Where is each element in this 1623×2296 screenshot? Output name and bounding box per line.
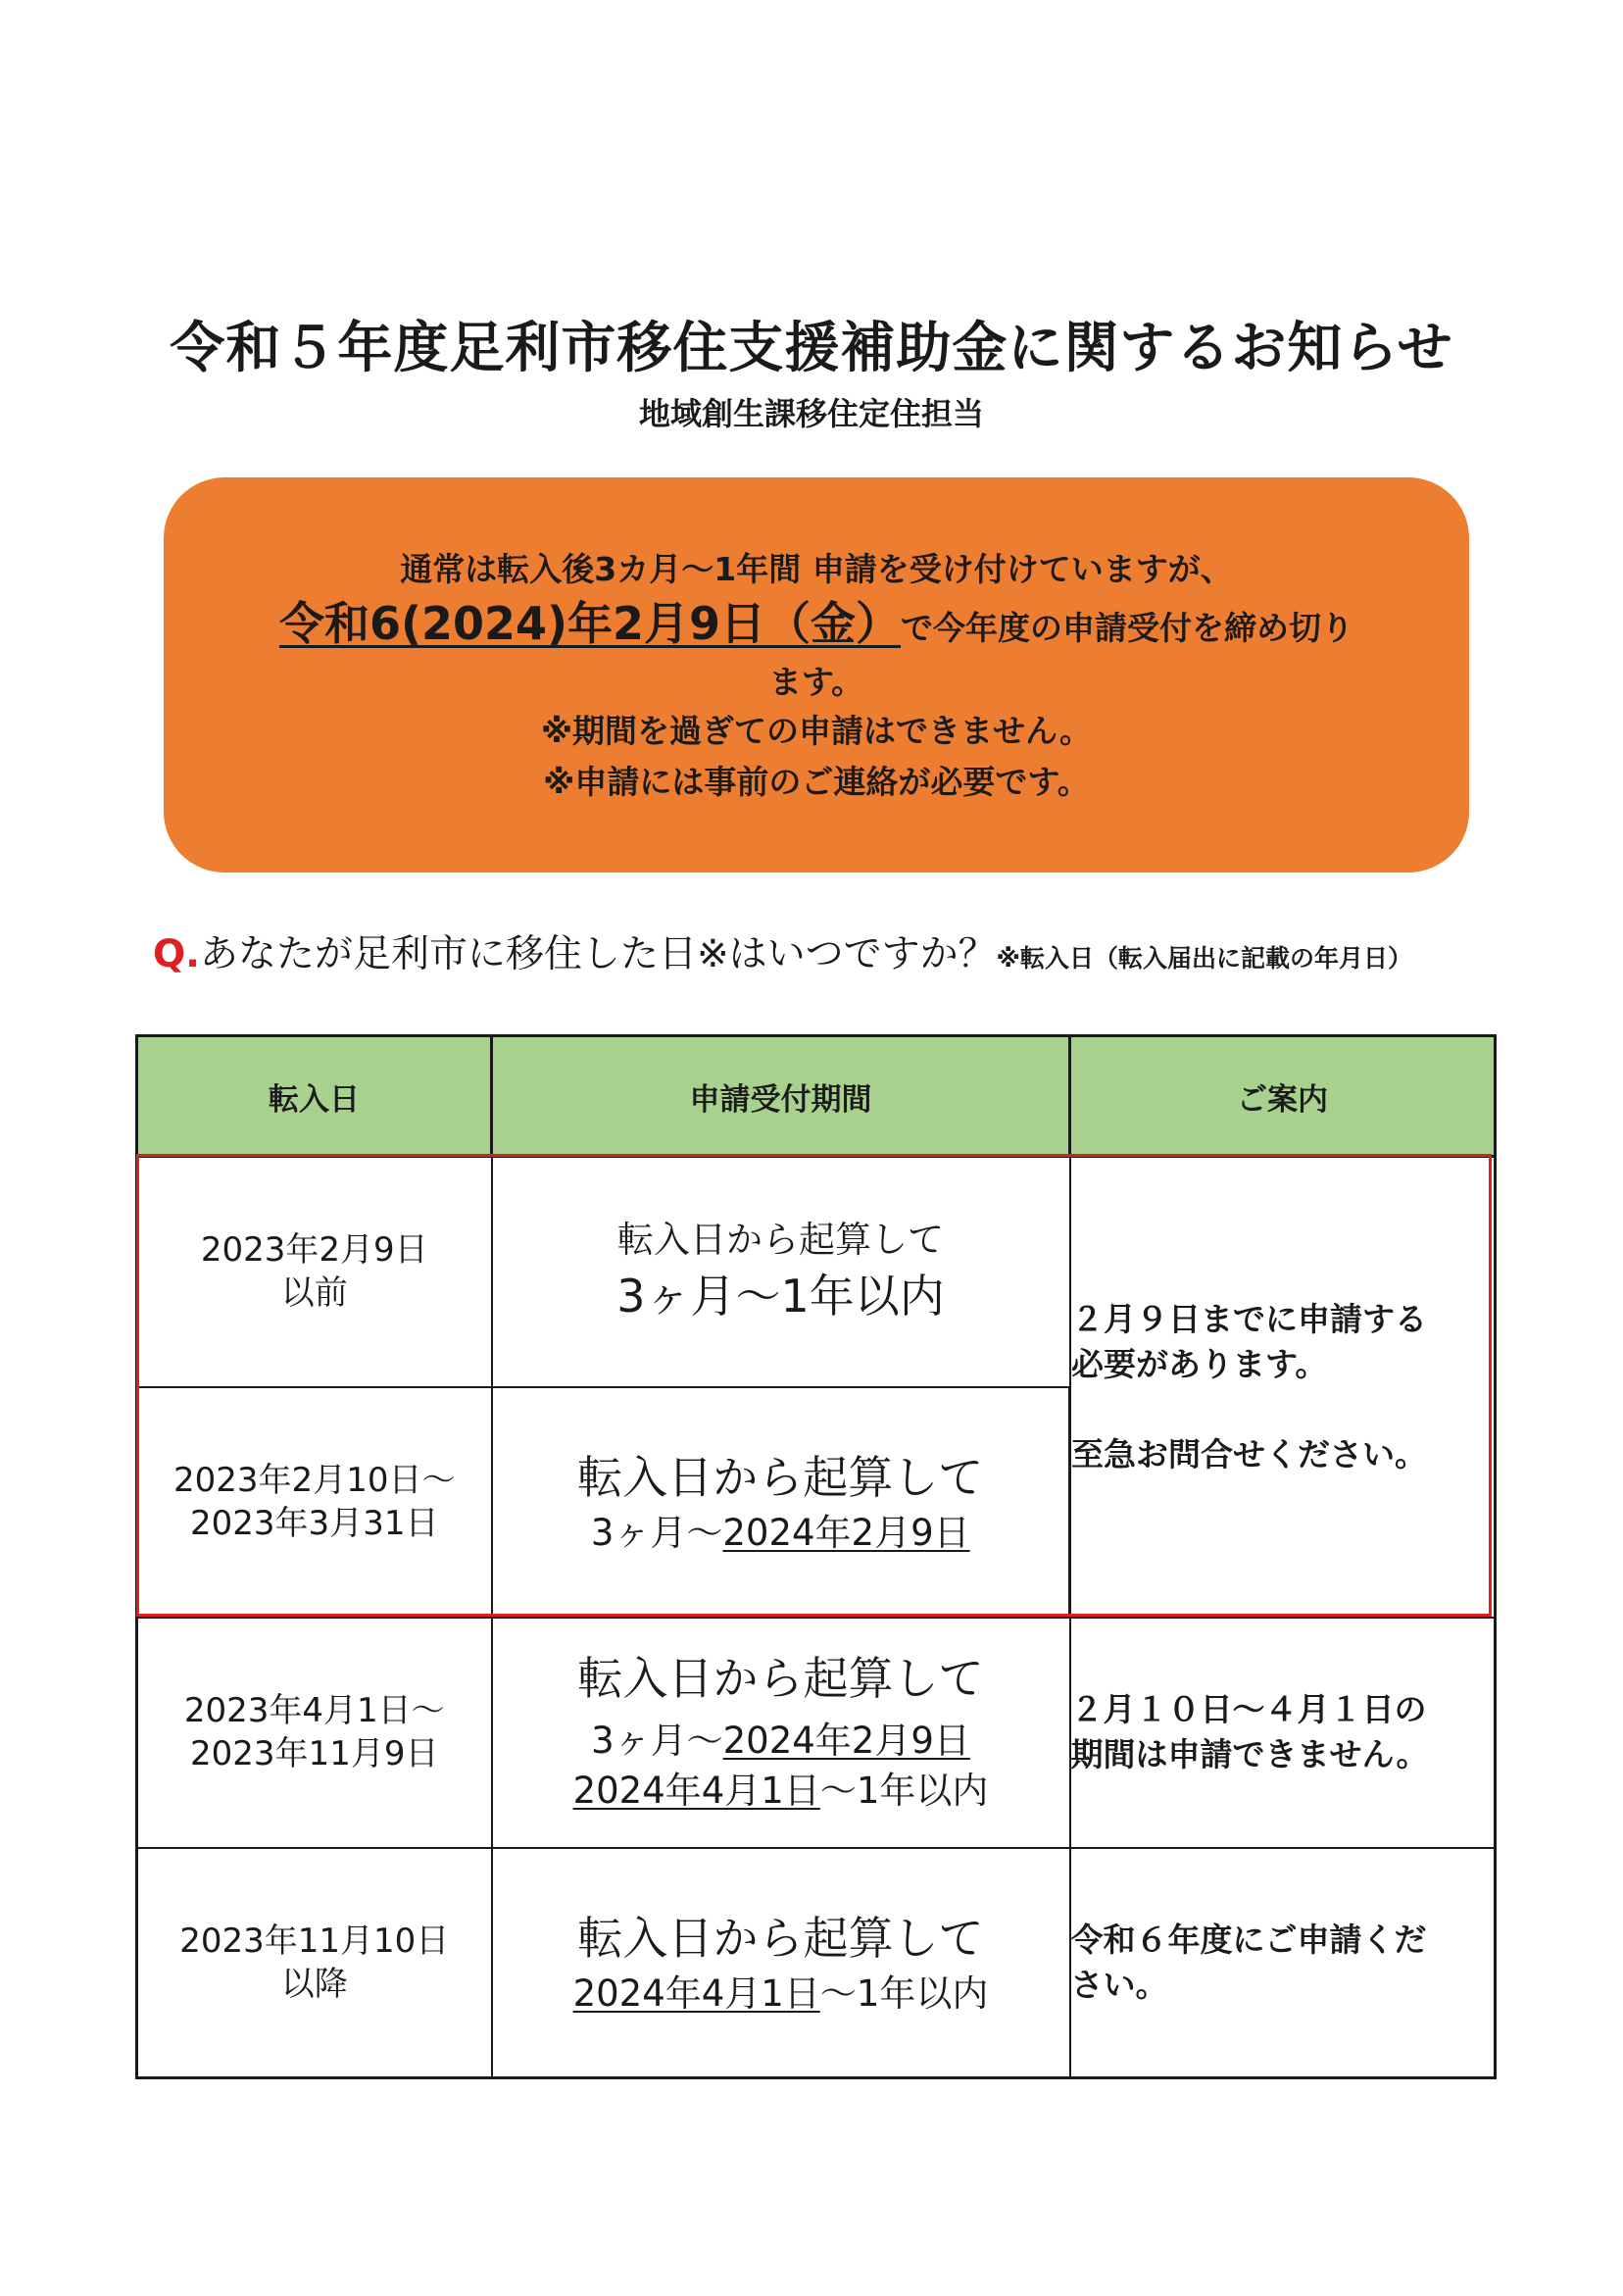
period-line — [493, 1509, 1069, 1558]
period-date-underlined: 2024年4月1日 — [572, 1770, 820, 1812]
question — [153, 929, 1476, 984]
header-move-in-date: 転入日 — [137, 1036, 492, 1157]
guidance-cell-next-fiscal-year — [1070, 1848, 1496, 2078]
department-subtitle: 地域創生課移住定住担当 — [638, 395, 984, 432]
header-application-period: 申請受付期間 — [492, 1036, 1070, 1157]
move-in-date-line: 以降 — [280, 1964, 348, 2004]
guidance-line: 至急お問合せください。 — [1071, 1434, 1427, 1473]
notice-line-2-rest: で今年度の申請受付を締め切り — [901, 609, 1354, 647]
table-row — [137, 1848, 1496, 2078]
question-note: ※転入日（転入届出に記載の年月日） — [996, 944, 1412, 973]
move-in-date-line: 2023年11月9日 — [190, 1734, 439, 1773]
header-guidance: ご案内 — [1070, 1036, 1496, 1157]
notice-line-2 — [164, 593, 1469, 659]
period-date-underlined: 2024年2月9日 — [722, 1720, 970, 1762]
guidance-line: 期間は申請できません。 — [1070, 1735, 1429, 1773]
notice-line-1: 通常は転入後3カ月～1年間 申請を受け付けていますが、 — [400, 550, 1233, 588]
period-line: 転入日から起算して — [577, 1451, 984, 1504]
move-in-date-line: 2023年3月31日 — [190, 1504, 439, 1543]
notice-line-4: ※期間を過ぎての申請はできません。 — [540, 712, 1093, 750]
period-line: 転入日から起算して — [577, 1911, 984, 1965]
move-in-date-cell — [137, 1157, 492, 1387]
period-text: 3ヶ月～ — [590, 1512, 723, 1554]
guidance-line: 令和６年度にご申請くだ — [1070, 1920, 1427, 1959]
notice-deadline: 令和6(2024)年2月9日（金） — [278, 597, 902, 650]
table-row — [137, 1157, 1496, 1387]
period-date-underlined: 2024年2月9日 — [722, 1512, 970, 1554]
application-period-cell — [492, 1618, 1070, 1848]
application-period-table — [135, 1034, 1497, 2079]
page-title: 令和５年度足利市移住支援補助金に関するお知らせ — [170, 317, 1453, 380]
move-in-date-cell — [137, 1618, 492, 1848]
period-text: ～1年以内 — [819, 1972, 989, 2015]
move-in-date-line: 2023年11月10日 — [179, 1921, 450, 1961]
period-line — [493, 1708, 1069, 1767]
table-row — [137, 1618, 1496, 1848]
guidance-cell-urgent — [1070, 1157, 1496, 1618]
notice-line-3: ます。 — [768, 663, 864, 701]
guidance-line: さい。 — [1070, 1965, 1168, 2004]
move-in-date-line: 以前 — [280, 1273, 348, 1314]
period-line: 転入日から起算して — [617, 1219, 944, 1262]
move-in-date-cell — [137, 1387, 492, 1618]
application-period-cell — [492, 1848, 1070, 2078]
move-in-date-line: 2023年4月1日～ — [183, 1691, 445, 1730]
move-in-date-cell — [137, 1848, 492, 2078]
table-header-row — [137, 1036, 1496, 1157]
application-period-cell — [492, 1157, 1070, 1387]
notice-line-5: ※申請には事前のご連絡が必要です。 — [543, 763, 1090, 801]
period-text: ～1年以内 — [819, 1770, 989, 1812]
period-line — [493, 1970, 1069, 2019]
guidance-line: ２月１０日～４月１日の — [1070, 1690, 1427, 1728]
period-line — [493, 1767, 1069, 1816]
question-text: あなたが足利市に移住した日※はいつですか？ — [199, 932, 997, 976]
deadline-notice-box — [164, 477, 1469, 873]
period-text: 3ヶ月～ — [591, 1720, 723, 1762]
move-in-date-line: 2023年2月9日 — [200, 1230, 428, 1271]
guidance-line: 必要があります。 — [1071, 1344, 1328, 1383]
guidance-cell-unavailable — [1070, 1618, 1496, 1848]
period-date-underlined: 2024年4月1日 — [572, 1972, 820, 2015]
move-in-date-line: 2023年2月10日～ — [173, 1461, 456, 1500]
period-line: 3ヶ月～1年以内 — [616, 1270, 945, 1323]
application-period-cell — [492, 1387, 1070, 1618]
guidance-line: ２月９日までに申請する — [1071, 1299, 1427, 1338]
question-mark: Q. — [153, 932, 200, 976]
period-line: 転入日から起算して — [577, 1652, 984, 1705]
